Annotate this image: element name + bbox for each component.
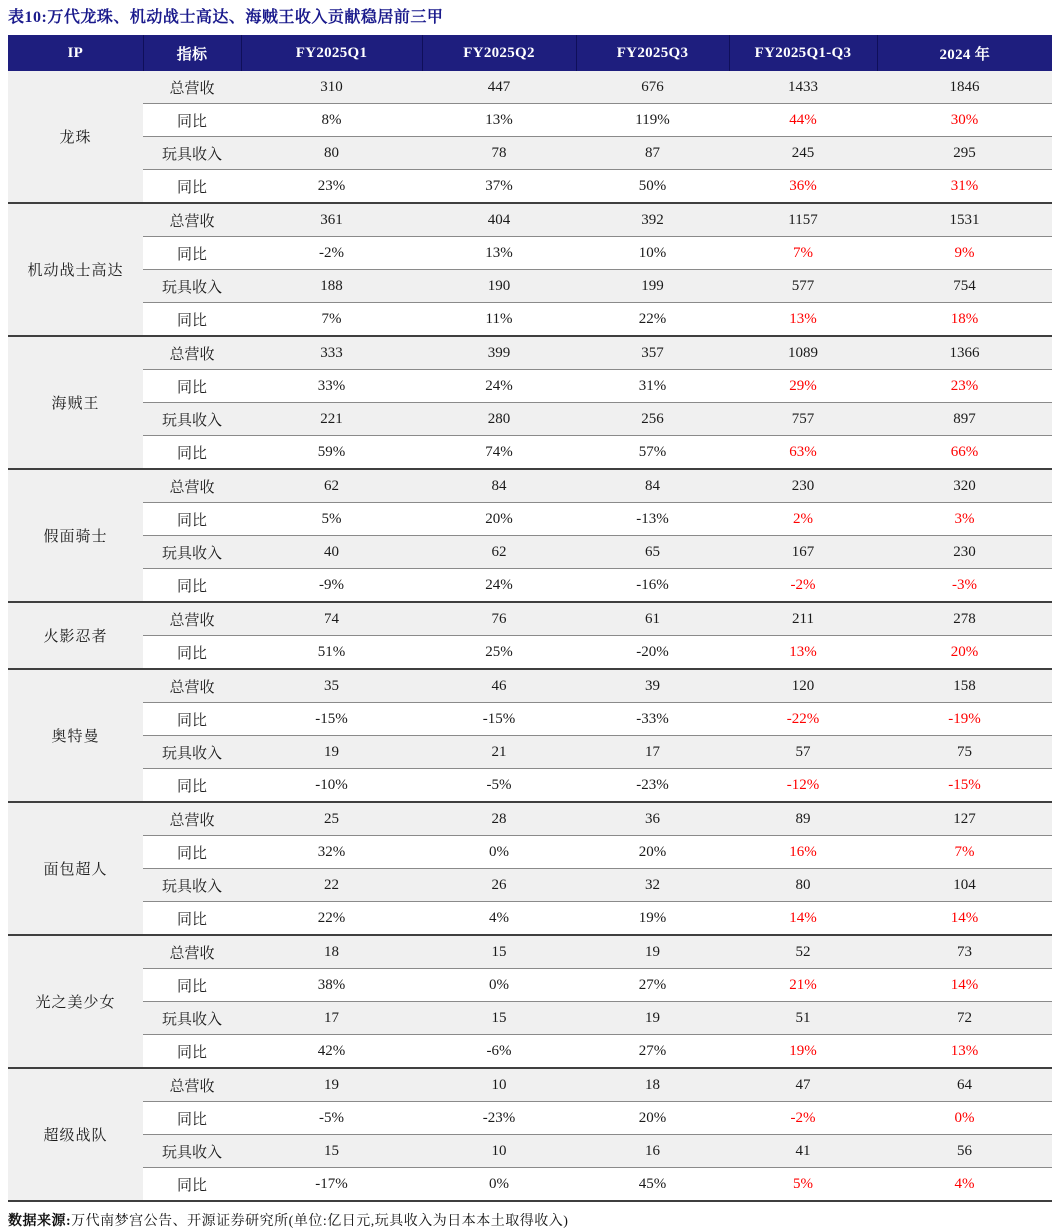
metric-cell: 同比	[143, 636, 241, 670]
value-cell: 4%	[877, 1168, 1052, 1202]
value-cell: 333	[241, 336, 422, 370]
value-cell: 897	[877, 403, 1052, 436]
value-cell: 59%	[241, 436, 422, 470]
value-cell: 7%	[241, 303, 422, 337]
value-cell: 7%	[729, 237, 877, 270]
table-row	[8, 636, 1052, 670]
value-cell: 230	[877, 536, 1052, 569]
value-cell: 66%	[877, 436, 1052, 470]
table-row	[8, 469, 1052, 503]
table-row	[8, 836, 1052, 869]
table-row	[8, 1102, 1052, 1135]
metric-cell: 玩具收入	[143, 137, 241, 170]
metric-cell: 玩具收入	[143, 1135, 241, 1168]
ip-cell: 假面骑士	[8, 469, 143, 602]
metric-cell: 同比	[143, 370, 241, 403]
table-row	[8, 436, 1052, 470]
value-cell: 447	[422, 71, 576, 104]
table-row	[8, 170, 1052, 204]
value-cell: -2%	[729, 569, 877, 603]
value-cell: -20%	[576, 636, 729, 670]
value-cell: 25	[241, 802, 422, 836]
value-cell: 51%	[241, 636, 422, 670]
table-row	[8, 902, 1052, 936]
value-cell: 13%	[422, 237, 576, 270]
value-cell: 14%	[729, 902, 877, 936]
value-cell: 754	[877, 270, 1052, 303]
column-header: 指标	[143, 35, 241, 71]
value-cell: 84	[576, 469, 729, 503]
value-cell: 16%	[729, 836, 877, 869]
value-cell: 36	[576, 802, 729, 836]
metric-cell: 同比	[143, 1102, 241, 1135]
value-cell: 295	[877, 137, 1052, 170]
ip-cell: 奥特曼	[8, 669, 143, 802]
value-cell: 19	[576, 1002, 729, 1035]
metric-cell: 玩具收入	[143, 869, 241, 902]
value-cell: 42%	[241, 1035, 422, 1069]
value-cell: 63%	[729, 436, 877, 470]
value-cell: 20%	[576, 1102, 729, 1135]
metric-cell: 同比	[143, 836, 241, 869]
table-row	[8, 1168, 1052, 1202]
value-cell: -17%	[241, 1168, 422, 1202]
value-cell: 17	[576, 736, 729, 769]
value-cell: 221	[241, 403, 422, 436]
value-cell: 22%	[241, 902, 422, 936]
value-cell: 62	[422, 536, 576, 569]
value-cell: 320	[877, 469, 1052, 503]
metric-cell: 总营收	[143, 1068, 241, 1102]
table-row	[8, 1135, 1052, 1168]
metric-cell: 同比	[143, 436, 241, 470]
value-cell: 21%	[729, 969, 877, 1002]
value-cell: 1366	[877, 336, 1052, 370]
metric-cell: 总营收	[143, 71, 241, 104]
value-cell: 757	[729, 403, 877, 436]
value-cell: 40	[241, 536, 422, 569]
value-cell: 14%	[877, 902, 1052, 936]
value-cell: 61	[576, 602, 729, 636]
metric-cell: 同比	[143, 769, 241, 803]
metric-cell: 玩具收入	[143, 403, 241, 436]
value-cell: 392	[576, 203, 729, 237]
value-cell: 188	[241, 270, 422, 303]
value-cell: 18%	[877, 303, 1052, 337]
table-row	[8, 736, 1052, 769]
metric-cell: 同比	[143, 303, 241, 337]
value-cell: -16%	[576, 569, 729, 603]
column-header: FY2025Q2	[422, 35, 576, 71]
value-cell: 0%	[422, 969, 576, 1002]
value-cell: 0%	[877, 1102, 1052, 1135]
value-cell: -2%	[241, 237, 422, 270]
metric-cell: 同比	[143, 1168, 241, 1202]
table-row	[8, 602, 1052, 636]
revenue-table	[8, 35, 1052, 1202]
value-cell: 13%	[877, 1035, 1052, 1069]
metric-cell: 同比	[143, 569, 241, 603]
value-cell: 19	[241, 1068, 422, 1102]
value-cell: 0%	[422, 836, 576, 869]
value-cell: 11%	[422, 303, 576, 337]
value-cell: 20%	[877, 636, 1052, 670]
value-cell: 31%	[576, 370, 729, 403]
value-cell: 15	[422, 1002, 576, 1035]
value-cell: 24%	[422, 370, 576, 403]
value-cell: 89	[729, 802, 877, 836]
ip-cell: 超级战队	[8, 1068, 143, 1201]
column-header: IP	[8, 35, 143, 71]
value-cell: 1846	[877, 71, 1052, 104]
value-cell: -3%	[877, 569, 1052, 603]
value-cell: 65	[576, 536, 729, 569]
value-cell: 78	[422, 137, 576, 170]
ip-cell: 机动战士高达	[8, 203, 143, 336]
metric-cell: 总营收	[143, 602, 241, 636]
value-cell: 1157	[729, 203, 877, 237]
ip-cell: 面包超人	[8, 802, 143, 935]
value-cell: 50%	[576, 170, 729, 204]
value-cell: 18	[576, 1068, 729, 1102]
value-cell: -5%	[241, 1102, 422, 1135]
table-row	[8, 935, 1052, 969]
source-text: 万代南梦宫公告、开源证券研究所(单位:亿日元,玩具收入为日本本土取得收入)	[71, 1214, 569, 1229]
value-cell: 7%	[877, 836, 1052, 869]
metric-cell: 同比	[143, 170, 241, 204]
value-cell: -5%	[422, 769, 576, 803]
table-row	[8, 802, 1052, 836]
value-cell: 22%	[576, 303, 729, 337]
value-cell: 256	[576, 403, 729, 436]
header-row	[8, 35, 1052, 71]
value-cell: 19%	[729, 1035, 877, 1069]
metric-cell: 同比	[143, 503, 241, 536]
value-cell: 20%	[422, 503, 576, 536]
value-cell: 36%	[729, 170, 877, 204]
table-row	[8, 303, 1052, 337]
value-cell: 25%	[422, 636, 576, 670]
metric-cell: 总营收	[143, 336, 241, 370]
table-row	[8, 869, 1052, 902]
value-cell: 1433	[729, 71, 877, 104]
value-cell: 230	[729, 469, 877, 503]
value-cell: 1531	[877, 203, 1052, 237]
value-cell: 74%	[422, 436, 576, 470]
value-cell: 19	[576, 935, 729, 969]
value-cell: 44%	[729, 104, 877, 137]
value-cell: 4%	[422, 902, 576, 936]
value-cell: 190	[422, 270, 576, 303]
value-cell: 1089	[729, 336, 877, 370]
ip-cell: 光之美少女	[8, 935, 143, 1068]
metric-cell: 同比	[143, 237, 241, 270]
table-row	[8, 1068, 1052, 1102]
value-cell: 38%	[241, 969, 422, 1002]
value-cell: 2%	[729, 503, 877, 536]
value-cell: -23%	[576, 769, 729, 803]
table-title: 表10:万代龙珠、机动战士高达、海贼王收入贡献稳居前三甲	[8, 9, 444, 26]
value-cell: 46	[422, 669, 576, 703]
value-cell: 29%	[729, 370, 877, 403]
value-cell: 361	[241, 203, 422, 237]
value-cell: 26	[422, 869, 576, 902]
value-cell: 13%	[729, 636, 877, 670]
value-cell: -23%	[422, 1102, 576, 1135]
value-cell: 52	[729, 935, 877, 969]
table-row	[8, 104, 1052, 137]
value-cell: 9%	[877, 237, 1052, 270]
column-header: FY2025Q3	[576, 35, 729, 71]
value-cell: 33%	[241, 370, 422, 403]
value-cell: 167	[729, 536, 877, 569]
value-cell: 310	[241, 71, 422, 104]
value-cell: 199	[576, 270, 729, 303]
value-cell: 357	[576, 336, 729, 370]
value-cell: 10	[422, 1135, 576, 1168]
table-row	[8, 270, 1052, 303]
value-cell: 76	[422, 602, 576, 636]
value-cell: 35	[241, 669, 422, 703]
value-cell: 20%	[576, 836, 729, 869]
value-cell: 22	[241, 869, 422, 902]
value-cell: 62	[241, 469, 422, 503]
table-header-row	[8, 35, 1052, 71]
value-cell: 23%	[241, 170, 422, 204]
value-cell: 64	[877, 1068, 1052, 1102]
metric-cell: 同比	[143, 1035, 241, 1069]
table-body	[8, 71, 1052, 1201]
value-cell: 13%	[729, 303, 877, 337]
value-cell: -33%	[576, 703, 729, 736]
column-header: FY2025Q1-Q3	[729, 35, 877, 71]
table-row	[8, 569, 1052, 603]
table-row	[8, 237, 1052, 270]
value-cell: 245	[729, 137, 877, 170]
value-cell: 72	[877, 1002, 1052, 1035]
table-row	[8, 703, 1052, 736]
value-cell: 32%	[241, 836, 422, 869]
value-cell: 37%	[422, 170, 576, 204]
value-cell: 30%	[877, 104, 1052, 137]
value-cell: -6%	[422, 1035, 576, 1069]
column-header: 2024 年	[877, 35, 1052, 71]
value-cell: 51	[729, 1002, 877, 1035]
value-cell: 5%	[729, 1168, 877, 1202]
table-row	[8, 769, 1052, 803]
table-row	[8, 536, 1052, 569]
value-cell: 45%	[576, 1168, 729, 1202]
metric-cell: 玩具收入	[143, 270, 241, 303]
value-cell: 75	[877, 736, 1052, 769]
metric-cell: 同比	[143, 104, 241, 137]
value-cell: 41	[729, 1135, 877, 1168]
value-cell: 676	[576, 71, 729, 104]
value-cell: 158	[877, 669, 1052, 703]
value-cell: 87	[576, 137, 729, 170]
table-row	[8, 503, 1052, 536]
metric-cell: 同比	[143, 902, 241, 936]
value-cell: -12%	[729, 769, 877, 803]
value-cell: 14%	[877, 969, 1052, 1002]
metric-cell: 总营收	[143, 669, 241, 703]
value-cell: 47	[729, 1068, 877, 1102]
value-cell: -9%	[241, 569, 422, 603]
value-cell: 21	[422, 736, 576, 769]
table-row	[8, 336, 1052, 370]
ip-cell: 龙珠	[8, 71, 143, 203]
metric-cell: 同比	[143, 969, 241, 1002]
value-cell: -13%	[576, 503, 729, 536]
metric-cell: 总营收	[143, 203, 241, 237]
value-cell: 31%	[877, 170, 1052, 204]
value-cell: 57	[729, 736, 877, 769]
value-cell: 27%	[576, 1035, 729, 1069]
value-cell: 15	[422, 935, 576, 969]
metric-cell: 玩具收入	[143, 1002, 241, 1035]
value-cell: 15	[241, 1135, 422, 1168]
value-cell: 104	[877, 869, 1052, 902]
value-cell: 57%	[576, 436, 729, 470]
table-row	[8, 203, 1052, 237]
value-cell: 18	[241, 935, 422, 969]
value-cell: 19	[241, 736, 422, 769]
value-cell: 211	[729, 602, 877, 636]
value-cell: 17	[241, 1002, 422, 1035]
metric-cell: 总营收	[143, 469, 241, 503]
table-row	[8, 969, 1052, 1002]
table-row	[8, 71, 1052, 104]
value-cell: 56	[877, 1135, 1052, 1168]
value-cell: 119%	[576, 104, 729, 137]
value-cell: 80	[241, 137, 422, 170]
source-label: 数据来源:	[8, 1214, 72, 1229]
value-cell: -15%	[877, 769, 1052, 803]
ip-cell: 海贼王	[8, 336, 143, 469]
metric-cell: 总营收	[143, 802, 241, 836]
value-cell: 39	[576, 669, 729, 703]
value-cell: -19%	[877, 703, 1052, 736]
value-cell: -2%	[729, 1102, 877, 1135]
table-row	[8, 669, 1052, 703]
column-header: FY2025Q1	[241, 35, 422, 71]
value-cell: -15%	[422, 703, 576, 736]
value-cell: 74	[241, 602, 422, 636]
value-cell: 13%	[422, 104, 576, 137]
value-cell: 278	[877, 602, 1052, 636]
value-cell: -10%	[241, 769, 422, 803]
value-cell: 28	[422, 802, 576, 836]
value-cell: 19%	[576, 902, 729, 936]
table-row	[8, 1035, 1052, 1069]
source-note	[8, 1202, 1052, 1230]
table-row	[8, 403, 1052, 436]
value-cell: 10	[422, 1068, 576, 1102]
table-row	[8, 1002, 1052, 1035]
table-row	[8, 137, 1052, 170]
value-cell: 73	[877, 935, 1052, 969]
value-cell: 16	[576, 1135, 729, 1168]
value-cell: 120	[729, 669, 877, 703]
value-cell: 577	[729, 270, 877, 303]
metric-cell: 玩具收入	[143, 736, 241, 769]
value-cell: -15%	[241, 703, 422, 736]
ip-cell: 火影忍者	[8, 602, 143, 669]
value-cell: 3%	[877, 503, 1052, 536]
metric-cell: 总营收	[143, 935, 241, 969]
value-cell: -22%	[729, 703, 877, 736]
value-cell: 404	[422, 203, 576, 237]
value-cell: 127	[877, 802, 1052, 836]
value-cell: 23%	[877, 370, 1052, 403]
value-cell: 84	[422, 469, 576, 503]
value-cell: 80	[729, 869, 877, 902]
value-cell: 8%	[241, 104, 422, 137]
value-cell: 24%	[422, 569, 576, 603]
metric-cell: 玩具收入	[143, 536, 241, 569]
metric-cell: 同比	[143, 703, 241, 736]
table-row	[8, 370, 1052, 403]
value-cell: 27%	[576, 969, 729, 1002]
value-cell: 280	[422, 403, 576, 436]
value-cell: 10%	[576, 237, 729, 270]
value-cell: 32	[576, 869, 729, 902]
value-cell: 399	[422, 336, 576, 370]
value-cell: 0%	[422, 1168, 576, 1202]
value-cell: 5%	[241, 503, 422, 536]
